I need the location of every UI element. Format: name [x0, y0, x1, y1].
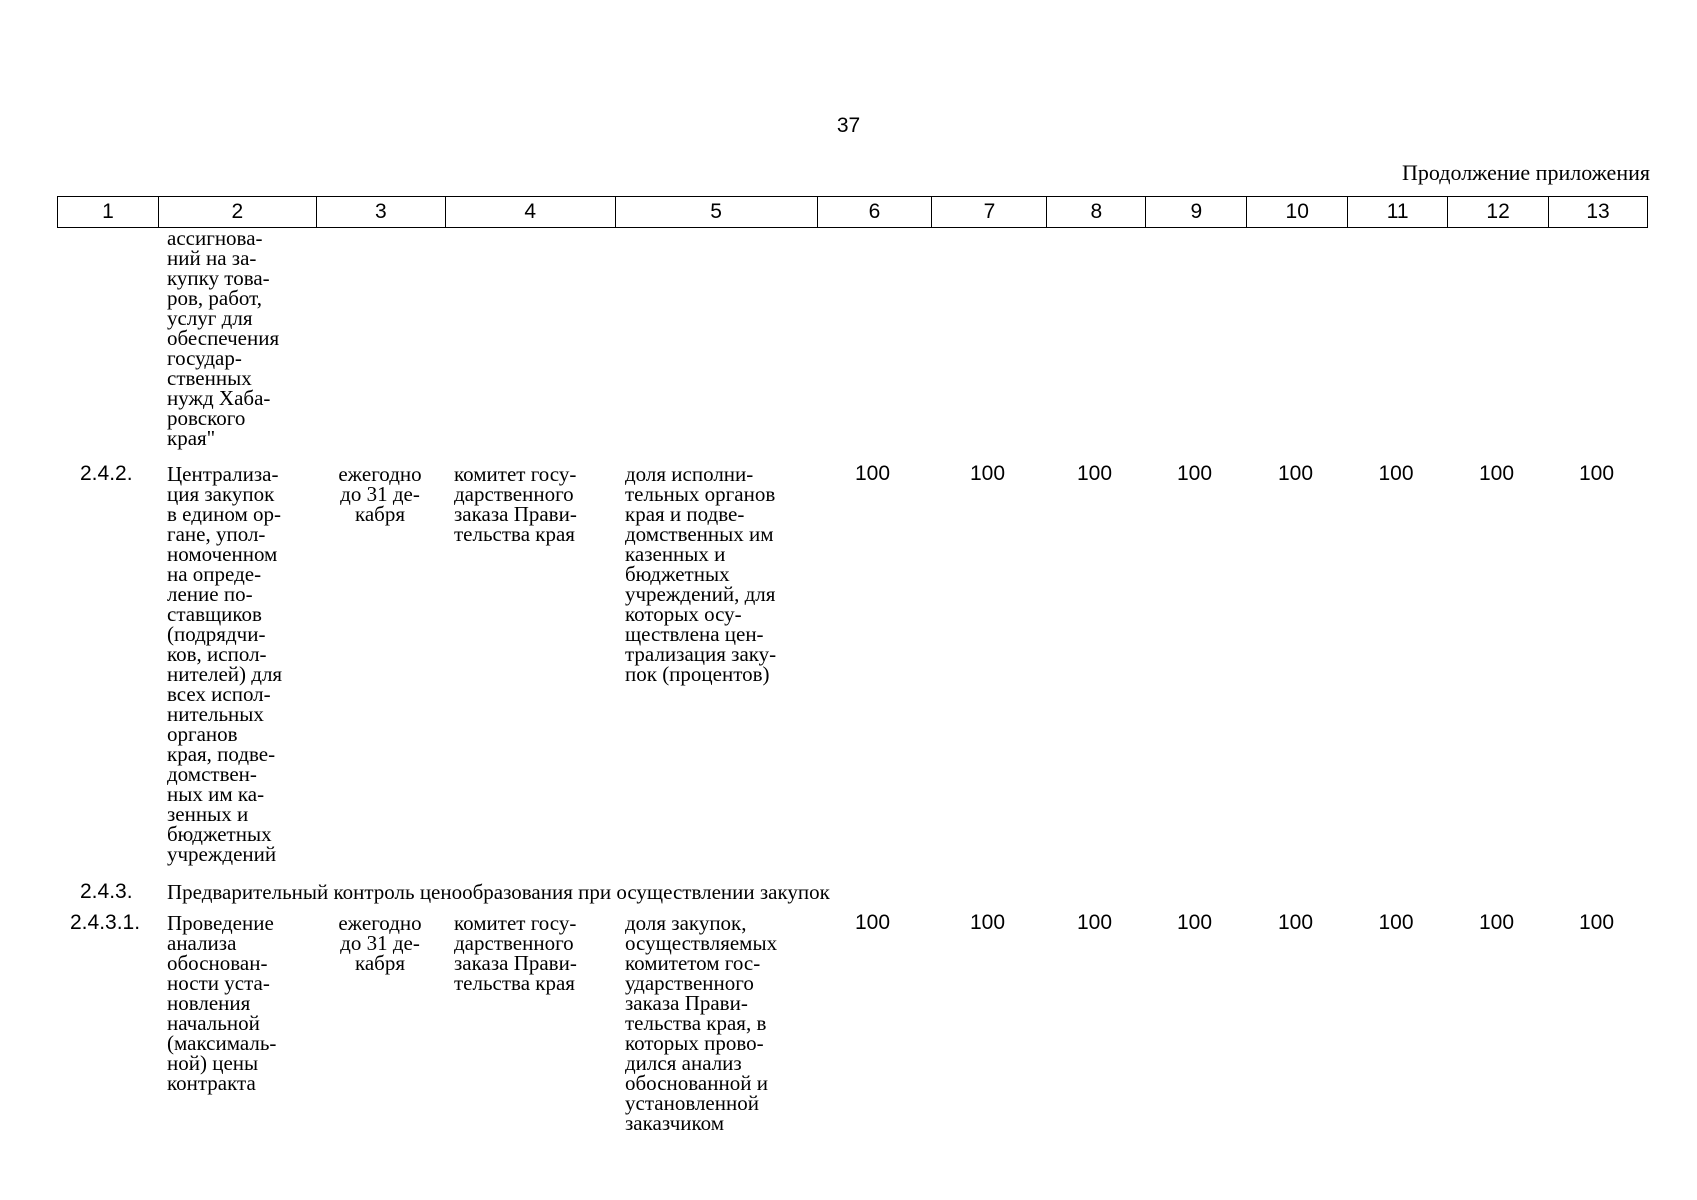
row-2-4-3-1-value-col13: 100 — [1578, 911, 1615, 934]
header-col-12: 12 — [1447, 197, 1548, 227]
row-2-4-2-description: Централиза- ция закупок в едином ор- гане, упол- номоченном на опреде- ление по- ставщиков (подрядчи- ков, испол- нителей) для всех испол- нительных органов края, подве- домствен- ных им ка- зенных и бюджетных учреждений — [167, 462, 283, 866]
header-col-6: 6 — [817, 197, 932, 227]
row-2-4-2-value-col6: 100 — [854, 462, 891, 485]
row-2-4-2-value-col7: 100 — [969, 462, 1006, 485]
row-2-4-3-1-value-col10: 100 — [1277, 911, 1314, 934]
row-2-4-2-value-col12: 100 — [1478, 462, 1515, 485]
row-2-4-2-deadline: ежегодно до 31 де- кабря — [338, 462, 422, 526]
header-col-13: 13 — [1548, 197, 1647, 227]
column-number-header-row — [57, 196, 1648, 228]
continuation-label: Продолжение приложения — [1402, 160, 1650, 185]
header-col-3: 3 — [316, 197, 445, 227]
row-2-4-2-value-col13: 100 — [1578, 462, 1615, 485]
row-2-4-2-value-col11: 100 — [1378, 462, 1414, 485]
row-2-4-2-responsible: комитет госу- дарственного заказа Прави- тельства края — [454, 462, 577, 546]
header-col-11: 11 — [1347, 197, 1447, 227]
row-2-4-3-title: Предварительный контроль ценообразования при осуществлении закупок — [167, 880, 830, 904]
row-2-4-3-1-value-col7: 100 — [969, 911, 1006, 934]
header-col-7: 7 — [931, 197, 1046, 227]
row-2-4-3-1-description: Проведение анализа обоснован- ности уста- новления начальной (максималь- ной) цены контракта — [167, 911, 277, 1095]
row-2-4-3-1-indicator: доля закупок, осуществляемых комитетом гос- ударственного заказа Прави- тельства края, в которых прово- дился анализ обоснованной и установленной заказчиком — [625, 911, 778, 1135]
row-2-4-3-1-value-col6: 100 — [854, 911, 891, 934]
header-col-5: 5 — [615, 197, 817, 227]
header-col-9: 9 — [1145, 197, 1246, 227]
row-2-4-3-1-value-col9: 100 — [1176, 911, 1213, 934]
header-col-8: 8 — [1046, 197, 1145, 227]
row-2-4-2-value-col10: 100 — [1277, 462, 1314, 485]
row-2-4-2-value-col9: 100 — [1176, 462, 1213, 485]
header-col-2: 2 — [158, 197, 316, 227]
row-2-4-3-1-deadline: ежегодно до 31 де- кабря — [338, 911, 422, 975]
row-2-4-3-1-value-col8: 100 — [1076, 911, 1113, 934]
row-2-4-3-1-value-col11: 100 — [1378, 911, 1414, 934]
row-2-4-2-value-col8: 100 — [1076, 462, 1113, 485]
header-col-10: 10 — [1246, 197, 1347, 227]
row-2-4-3-number: 2.4.3. — [80, 880, 133, 903]
header-col-4: 4 — [445, 197, 615, 227]
row-2-4-3-1-number: 2.4.3.1. — [70, 911, 141, 934]
page-number: 37 — [836, 114, 861, 137]
row-2-4-2-number: 2.4.2. — [80, 462, 133, 485]
row-2-4-3-1-value-col12: 100 — [1478, 911, 1515, 934]
row-2-4-3-1-responsible: комитет госу- дарственного заказа Прави- тельства края — [454, 911, 577, 995]
row-2-4-2-indicator: доля исполни- тельных органов края и подве- домственных им казенных и бюджетных учреждений, для которых осу- ществлена цен- трализация заку- пок (процентов) — [625, 462, 777, 686]
prev-row-description: ассигнова- ний на за- купку това- ров, работ, услуг для обеспечения государ- ственных нужд Хаба- ровского края" — [167, 226, 280, 450]
header-col-1: 1 — [102, 200, 114, 223]
